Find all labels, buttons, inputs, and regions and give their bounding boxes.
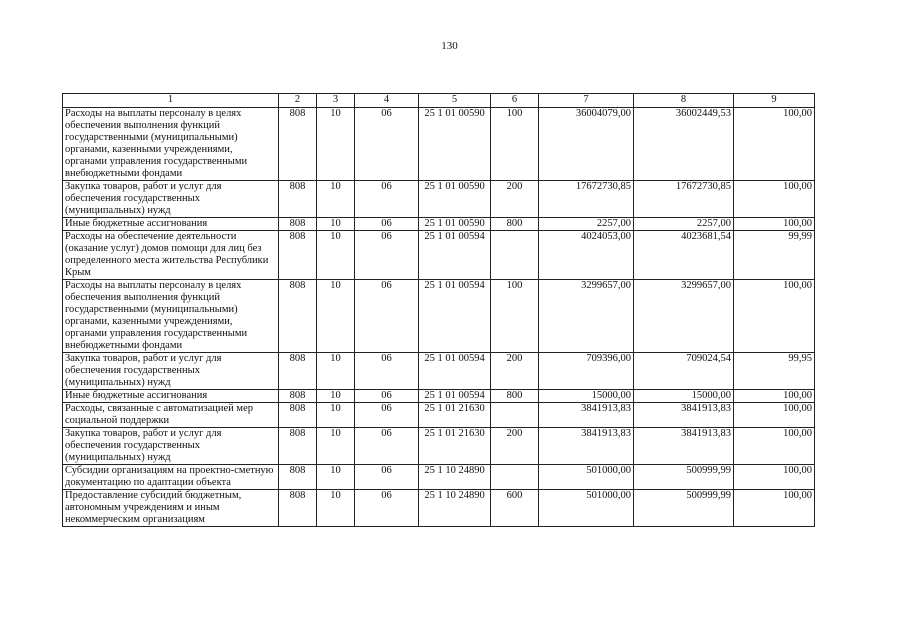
- executed-amount-cell: 3841913,83: [634, 428, 734, 465]
- page-number: 130: [441, 40, 458, 52]
- expense-name-cell: Иные бюджетные ассигнования: [63, 218, 279, 231]
- subsection-code-cell: 06: [355, 490, 419, 527]
- expense-name-cell: Предоставление субсидий бюджетным, автономным учреждениям и иным некоммерческим организациям: [63, 490, 279, 527]
- target-article-cell: 25 1 01 21630: [419, 403, 491, 428]
- ministry-code-cell: 808: [279, 465, 317, 490]
- column-header: 9: [734, 94, 815, 108]
- ministry-code-cell: 808: [279, 403, 317, 428]
- execution-percent-cell: 100,00: [734, 280, 815, 353]
- executed-amount-cell: 15000,00: [634, 390, 734, 403]
- ministry-code-cell: 808: [279, 280, 317, 353]
- executed-amount-cell: 36002449,53: [634, 108, 734, 181]
- table-row: [63, 428, 815, 465]
- table-row: [63, 181, 815, 218]
- table-row: [63, 465, 815, 490]
- execution-percent-cell: 100,00: [734, 465, 815, 490]
- column-header: 2: [279, 94, 317, 108]
- ministry-code-cell: 808: [279, 353, 317, 390]
- ministry-code-cell: 808: [279, 231, 317, 280]
- subsection-code-cell: 06: [355, 181, 419, 218]
- target-article-cell: 25 1 01 00594: [419, 353, 491, 390]
- section-code-cell: 10: [317, 490, 355, 527]
- budget-table: [62, 93, 815, 527]
- executed-amount-cell: 3299657,00: [634, 280, 734, 353]
- planned-amount-cell: 17672730,85: [539, 181, 634, 218]
- expense-name-cell: Расходы на обеспечение деятельности (оказание услуг) домов помощи для лиц без определенного места жительства Республики Крым: [63, 231, 279, 280]
- executed-amount-cell: 2257,00: [634, 218, 734, 231]
- column-header: 8: [634, 94, 734, 108]
- target-article-cell: 25 1 01 00594: [419, 231, 491, 280]
- section-code-cell: 10: [317, 231, 355, 280]
- ministry-code-cell: 808: [279, 428, 317, 465]
- section-code-cell: 10: [317, 218, 355, 231]
- section-code-cell: 10: [317, 280, 355, 353]
- expense-name-cell: Иные бюджетные ассигнования: [63, 390, 279, 403]
- executed-amount-cell: 500999,99: [634, 465, 734, 490]
- section-code-cell: 10: [317, 108, 355, 181]
- execution-percent-cell: 100,00: [734, 428, 815, 465]
- planned-amount-cell: 3841913,83: [539, 403, 634, 428]
- table-row: [63, 390, 815, 403]
- planned-amount-cell: 709396,00: [539, 353, 634, 390]
- execution-percent-cell: 99,99: [734, 231, 815, 280]
- expense-name-cell: Расходы, связанные с автоматизацией мер социальной поддержки: [63, 403, 279, 428]
- expense-type-cell: 800: [491, 390, 539, 403]
- ministry-code-cell: 808: [279, 181, 317, 218]
- table-row: [63, 353, 815, 390]
- ministry-code-cell: 808: [279, 108, 317, 181]
- expense-name-cell: Закупка товаров, работ и услуг для обеспечения государственных (муниципальных) нужд: [63, 353, 279, 390]
- subsection-code-cell: 06: [355, 218, 419, 231]
- expense-name-cell: Закупка товаров, работ и услуг для обеспечения государственных (муниципальных) нужд: [63, 428, 279, 465]
- planned-amount-cell: 501000,00: [539, 490, 634, 527]
- expense-name-cell: Расходы на выплаты персоналу в целях обеспечения выполнения функций государственными (муниципальными) органами, казенными учреждениями, органами управления государственными внебюджетными фондами: [63, 280, 279, 353]
- planned-amount-cell: 15000,00: [539, 390, 634, 403]
- execution-percent-cell: 100,00: [734, 181, 815, 218]
- planned-amount-cell: 2257,00: [539, 218, 634, 231]
- planned-amount-cell: 3841913,83: [539, 428, 634, 465]
- expense-name-cell: Закупка товаров, работ и услуг для обеспечения государственных (муниципальных) нужд: [63, 181, 279, 218]
- execution-percent-cell: 100,00: [734, 108, 815, 181]
- section-code-cell: 10: [317, 465, 355, 490]
- execution-percent-cell: 100,00: [734, 218, 815, 231]
- expense-type-cell: 200: [491, 181, 539, 218]
- subsection-code-cell: 06: [355, 280, 419, 353]
- column-header: 5: [419, 94, 491, 108]
- table-row: [63, 231, 815, 280]
- subsection-code-cell: 06: [355, 353, 419, 390]
- target-article-cell: 25 1 10 24890: [419, 490, 491, 527]
- executed-amount-cell: 4023681,54: [634, 231, 734, 280]
- section-code-cell: 10: [317, 353, 355, 390]
- subsection-code-cell: 06: [355, 465, 419, 490]
- execution-percent-cell: 100,00: [734, 390, 815, 403]
- section-code-cell: 10: [317, 390, 355, 403]
- table-row: [63, 108, 815, 181]
- column-header: 1: [63, 94, 279, 108]
- execution-percent-cell: 100,00: [734, 490, 815, 527]
- header-row: [63, 94, 815, 108]
- ministry-code-cell: 808: [279, 490, 317, 527]
- expense-type-cell: 100: [491, 280, 539, 353]
- ministry-code-cell: 808: [279, 218, 317, 231]
- execution-percent-cell: 100,00: [734, 403, 815, 428]
- expense-name-cell: Расходы на выплаты персоналу в целях обеспечения выполнения функций государственными (муниципальными) органами, казенными учреждениями, органами управления государственными внебюджетными фондами: [63, 108, 279, 181]
- subsection-code-cell: 06: [355, 403, 419, 428]
- expense-type-cell: 200: [491, 353, 539, 390]
- section-code-cell: 10: [317, 403, 355, 428]
- table-row: [63, 403, 815, 428]
- expense-type-cell: 800: [491, 218, 539, 231]
- section-code-cell: 10: [317, 181, 355, 218]
- expense-type-cell: [491, 231, 539, 280]
- executed-amount-cell: 500999,99: [634, 490, 734, 527]
- column-header: 3: [317, 94, 355, 108]
- table-body: [63, 108, 815, 527]
- target-article-cell: 25 1 01 21630: [419, 428, 491, 465]
- expense-type-cell: 200: [491, 428, 539, 465]
- target-article-cell: 25 1 10 24890: [419, 465, 491, 490]
- column-header: 4: [355, 94, 419, 108]
- target-article-cell: 25 1 01 00590: [419, 181, 491, 218]
- executed-amount-cell: 17672730,85: [634, 181, 734, 218]
- ministry-code-cell: 808: [279, 390, 317, 403]
- planned-amount-cell: 501000,00: [539, 465, 634, 490]
- subsection-code-cell: 06: [355, 390, 419, 403]
- target-article-cell: 25 1 01 00590: [419, 218, 491, 231]
- column-header: 6: [491, 94, 539, 108]
- planned-amount-cell: 4024053,00: [539, 231, 634, 280]
- column-header: 7: [539, 94, 634, 108]
- target-article-cell: 25 1 01 00594: [419, 280, 491, 353]
- executed-amount-cell: 3841913,83: [634, 403, 734, 428]
- expense-type-cell: 600: [491, 490, 539, 527]
- expense-name-cell: Субсидии организациям на проектно-сметную документацию по адаптации объекта: [63, 465, 279, 490]
- target-article-cell: 25 1 01 00594: [419, 390, 491, 403]
- planned-amount-cell: 3299657,00: [539, 280, 634, 353]
- table-row: [63, 218, 815, 231]
- expense-type-cell: [491, 403, 539, 428]
- subsection-code-cell: 06: [355, 428, 419, 465]
- section-code-cell: 10: [317, 428, 355, 465]
- expense-type-cell: 100: [491, 108, 539, 181]
- target-article-cell: 25 1 01 00590: [419, 108, 491, 181]
- table-row: [63, 280, 815, 353]
- executed-amount-cell: 709024,54: [634, 353, 734, 390]
- table-row: [63, 490, 815, 527]
- planned-amount-cell: 36004079,00: [539, 108, 634, 181]
- subsection-code-cell: 06: [355, 231, 419, 280]
- subsection-code-cell: 06: [355, 108, 419, 181]
- execution-percent-cell: 99,95: [734, 353, 815, 390]
- expense-type-cell: [491, 465, 539, 490]
